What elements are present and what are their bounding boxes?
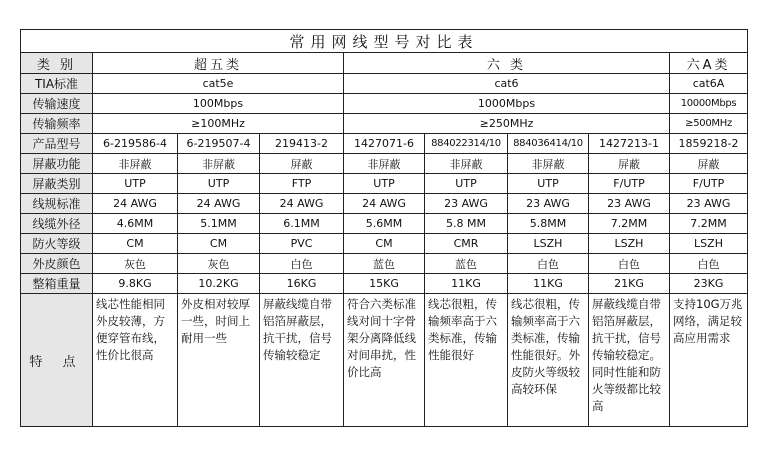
cell: 非屏蔽 bbox=[93, 154, 178, 174]
cell: CM bbox=[344, 234, 425, 254]
cell: cat5e bbox=[93, 74, 344, 94]
row-frequency bbox=[21, 114, 748, 134]
cell: 1427071-6 bbox=[344, 134, 425, 154]
cell: 884022314/10 bbox=[425, 134, 508, 154]
cell: 非屏蔽 bbox=[425, 154, 508, 174]
cell: 11KG bbox=[425, 274, 508, 294]
cell: 6-219507-4 bbox=[178, 134, 260, 154]
row-shield-function bbox=[21, 154, 748, 174]
cell: 9.8KG bbox=[93, 274, 178, 294]
cell: UTP bbox=[344, 174, 425, 194]
row-weight bbox=[21, 274, 748, 294]
row-label: 整箱重量 bbox=[21, 274, 93, 294]
cell: 非屏蔽 bbox=[508, 154, 589, 174]
row-speed bbox=[21, 94, 748, 114]
row-model bbox=[21, 134, 748, 154]
cell: 6-219586-4 bbox=[93, 134, 178, 154]
cell: PVC bbox=[260, 234, 344, 254]
cell: 5.8MM bbox=[508, 214, 589, 234]
row-label: 屏蔽功能 bbox=[21, 154, 93, 174]
cell: 884036414/10 bbox=[508, 134, 589, 154]
category-label: 类 别 bbox=[21, 53, 93, 74]
row-gauge bbox=[21, 194, 748, 214]
row-label: 屏蔽类别 bbox=[21, 174, 93, 194]
cell: 23 AWG bbox=[508, 194, 589, 214]
feature-text: 符合六类标准线对间十字骨架分离降低线对间串扰，性价比高 bbox=[344, 294, 425, 427]
cell: 5.6MM bbox=[344, 214, 425, 234]
row-label: 传输频率 bbox=[21, 114, 93, 134]
cell: 白色 bbox=[589, 254, 670, 274]
group-cat6: 六 类 bbox=[344, 53, 670, 74]
cell: 23 AWG bbox=[589, 194, 670, 214]
cell: LSZH bbox=[670, 234, 748, 254]
cell: 23KG bbox=[670, 274, 748, 294]
cell: 屏蔽 bbox=[260, 154, 344, 174]
cell: UTP bbox=[93, 174, 178, 194]
cell: 1859218-2 bbox=[670, 134, 748, 154]
row-label: 防火等级 bbox=[21, 234, 93, 254]
cell: cat6 bbox=[344, 74, 670, 94]
cell: 白色 bbox=[670, 254, 748, 274]
cell: LSZH bbox=[508, 234, 589, 254]
cell: UTP bbox=[425, 174, 508, 194]
cell: 23 AWG bbox=[425, 194, 508, 214]
row-shield-type bbox=[21, 174, 748, 194]
cell: CM bbox=[93, 234, 178, 254]
row-label: 特 点 bbox=[21, 294, 93, 427]
group-cat6a: 六A类 bbox=[670, 53, 748, 74]
cell: 灰色 bbox=[93, 254, 178, 274]
cell: 蓝色 bbox=[425, 254, 508, 274]
cell: 7.2MM bbox=[670, 214, 748, 234]
cell: 屏蔽 bbox=[589, 154, 670, 174]
cell: ≥100MHz bbox=[93, 114, 344, 134]
row-fire-rating bbox=[21, 234, 748, 254]
feature-text: 屏蔽线缆自带铝箔屏蔽层，抗干扰，信号传输较稳定。同时性能和防火等级都比较高 bbox=[589, 294, 670, 427]
cell: CM bbox=[178, 234, 260, 254]
group-cat5e: 超五类 bbox=[93, 53, 344, 74]
cell: ≥250MHz bbox=[344, 114, 670, 134]
cell: UTP bbox=[178, 174, 260, 194]
cell: 24 AWG bbox=[178, 194, 260, 214]
cell: UTP bbox=[508, 174, 589, 194]
cell: 10.2KG bbox=[178, 274, 260, 294]
row-features bbox=[21, 294, 748, 427]
row-label: 外皮颜色 bbox=[21, 254, 93, 274]
row-jacket-color bbox=[21, 254, 748, 274]
row-label: 产品型号 bbox=[21, 134, 93, 154]
cell: 100Mbps bbox=[93, 94, 344, 114]
cell: 1427213-1 bbox=[589, 134, 670, 154]
row-label: 传输速度 bbox=[21, 94, 93, 114]
cell: 23 AWG bbox=[670, 194, 748, 214]
cell: 蓝色 bbox=[344, 254, 425, 274]
cell: 24 AWG bbox=[260, 194, 344, 214]
row-label: 线缆外径 bbox=[21, 214, 93, 234]
cell: 7.2MM bbox=[589, 214, 670, 234]
cell: 219413-2 bbox=[260, 134, 344, 154]
feature-text: 线芯很粗，传输频率高于六类标准，传输性能很好。外皮防火等级较高较环保 bbox=[508, 294, 589, 427]
cell: 非屏蔽 bbox=[178, 154, 260, 174]
comparison-sheet bbox=[20, 29, 747, 427]
feature-text: 外皮相对较厚一些，时间上耐用一些 bbox=[178, 294, 260, 427]
cell: 5.8 MM bbox=[425, 214, 508, 234]
cell: F/UTP bbox=[589, 174, 670, 194]
cell: ≥500MHz bbox=[670, 114, 748, 134]
cell: F/UTP bbox=[670, 174, 748, 194]
cell: 21KG bbox=[589, 274, 670, 294]
cell: 24 AWG bbox=[93, 194, 178, 214]
row-label: 线规标准 bbox=[21, 194, 93, 214]
cell: 10000Mbps bbox=[670, 94, 748, 114]
cell: 5.1MM bbox=[178, 214, 260, 234]
cell: 1000Mbps bbox=[344, 94, 670, 114]
feature-text: 屏蔽线缆自带铝箔屏蔽层，抗干扰，信号传输较稳定 bbox=[260, 294, 344, 427]
cell: 11KG bbox=[508, 274, 589, 294]
comparison-table bbox=[20, 29, 748, 427]
cell: CMR bbox=[425, 234, 508, 254]
cell: FTP bbox=[260, 174, 344, 194]
cell: 4.6MM bbox=[93, 214, 178, 234]
title-row bbox=[21, 30, 748, 53]
row-label: TIA标准 bbox=[21, 74, 93, 94]
feature-text: 支持10G万兆网络，满足较高应用需求 bbox=[670, 294, 748, 427]
cell: 16KG bbox=[260, 274, 344, 294]
feature-text: 线芯性能相同外皮较薄，方便穿管布线，性价比很高 bbox=[93, 294, 178, 427]
cell: cat6A bbox=[670, 74, 748, 94]
cell: 24 AWG bbox=[344, 194, 425, 214]
feature-text: 线芯很粗，传输频率高于六类标准，传输性能很好 bbox=[425, 294, 508, 427]
cell: 灰色 bbox=[178, 254, 260, 274]
row-tia bbox=[21, 74, 748, 94]
row-diameter bbox=[21, 214, 748, 234]
header-row bbox=[21, 53, 748, 74]
cell: 15KG bbox=[344, 274, 425, 294]
cell: 白色 bbox=[508, 254, 589, 274]
cell: 6.1MM bbox=[260, 214, 344, 234]
table-title: 常用网线型号对比表 bbox=[21, 30, 748, 53]
cell: 白色 bbox=[260, 254, 344, 274]
cell: LSZH bbox=[589, 234, 670, 254]
cell: 屏蔽 bbox=[670, 154, 748, 174]
cell: 非屏蔽 bbox=[344, 154, 425, 174]
